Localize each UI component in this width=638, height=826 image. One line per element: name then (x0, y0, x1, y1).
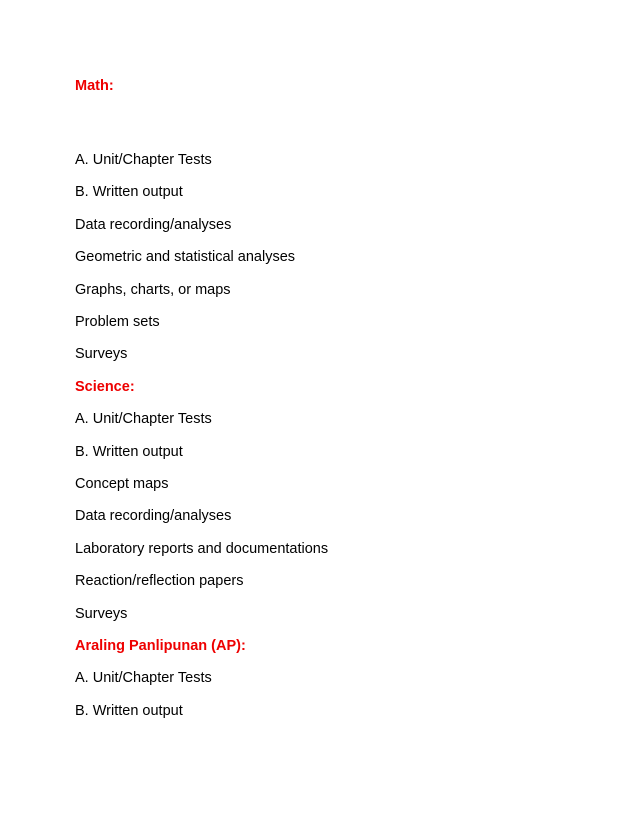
list-item: Reaction/reflection papers (75, 573, 244, 589)
list-item: Graphs, charts, or maps (75, 282, 231, 298)
list-item: Data recording/analyses (75, 217, 232, 233)
section-heading-science: Science: (75, 379, 135, 395)
list-item: B. Written output (75, 184, 183, 200)
section-heading-math: Math: (75, 78, 114, 94)
list-item: Geometric and statistical analyses (75, 249, 296, 265)
list-item: A. Unit/Chapter Tests (75, 670, 212, 686)
list-item: Surveys (75, 346, 128, 362)
list-item: A. Unit/Chapter Tests (75, 152, 212, 168)
list-item: Laboratory reports and documentations (75, 541, 329, 557)
list-item: Surveys (75, 606, 128, 622)
list-item: B. Written output (75, 703, 183, 719)
list-item: Problem sets (75, 314, 160, 330)
list-item: Concept maps (75, 476, 169, 492)
list-item: B. Written output (75, 444, 183, 460)
list-item: Data recording/analyses (75, 508, 232, 524)
section-heading-ap: Araling Panlipunan (AP): (75, 638, 246, 654)
list-item: A. Unit/Chapter Tests (75, 411, 212, 427)
